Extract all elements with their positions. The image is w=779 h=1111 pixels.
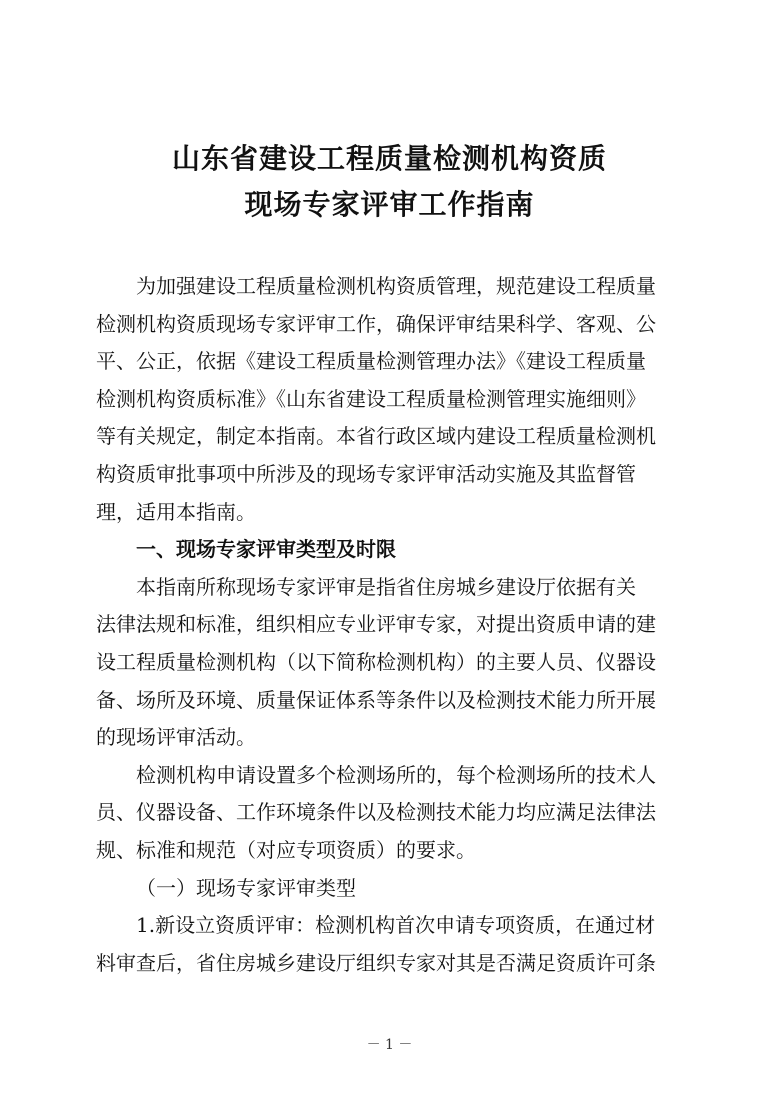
paragraph-line: 的现场评审活动。 <box>96 725 256 750</box>
intro-line: 构资质审批事项中所涉及的现场专家评审活动实施及其监督管 <box>96 461 636 486</box>
page-number: － 1 － <box>366 1037 413 1053</box>
subsection-one-heading: （一）现场专家评审类型 <box>136 875 356 900</box>
intro-paragraph <box>96 268 684 531</box>
intro-line: 理，适用本指南。 <box>96 499 256 524</box>
intro-line: 平、公正，依据《建设工程质量检测管理办法》《建设工程质量 <box>96 349 646 374</box>
paragraph-line: 料审查后，省住房城乡建设厅组织专家对其是否满足资质许可条 <box>96 950 656 975</box>
paragraph-line: 1.新设立资质评审：检测机构首次申请专项资质，在通过材 <box>136 913 656 938</box>
paragraph-line: 设工程质量检测机构（以下简称检测机构）的主要人员、仪器设 <box>96 649 656 674</box>
section-one-heading: 一、现场专家评审类型及时限 <box>136 537 396 562</box>
section-one-paragraph-2 <box>96 757 684 870</box>
paragraph-line: 备、场所及环境、质量保证体系等条件以及检测技术能力所开展 <box>96 687 656 712</box>
intro-line: 检测机构资质现场专家评审工作，确保评审结果科学、客观、公 <box>96 311 656 336</box>
title-line-1: 山东省建设工程质量检测机构资质 <box>171 142 607 175</box>
title-line-2: 现场专家评审工作指南 <box>244 188 535 221</box>
paragraph-line: 规、标准和规范（对应专项资质）的要求。 <box>96 837 476 862</box>
paragraph-line: 法律法规和标准，组织相应专业评审专家，对提出资质申请的建 <box>96 612 656 637</box>
intro-line: 等有关规定，制定本指南。本省行政区域内建设工程质量检测机 <box>96 424 656 449</box>
document-title <box>0 136 779 228</box>
section-one-paragraph-1 <box>96 569 684 757</box>
paragraph-line: 本指南所称现场专家评审是指省住房城乡建设厅依据有关 <box>136 574 636 599</box>
item-one-paragraph <box>96 907 684 982</box>
paragraph-line: 员、仪器设备、工作环境条件以及检测技术能力均应满足法律法 <box>96 800 656 825</box>
intro-line: 为加强建设工程质量检测机构资质管理，规范建设工程质量 <box>136 274 656 298</box>
document-body <box>96 268 684 982</box>
intro-line: 检测机构资质标准》《山东省建设工程质量检测管理实施细则》 <box>96 386 646 411</box>
paragraph-line: 检测机构申请设置多个检测场所的，每个检测场所的技术人 <box>136 762 656 787</box>
